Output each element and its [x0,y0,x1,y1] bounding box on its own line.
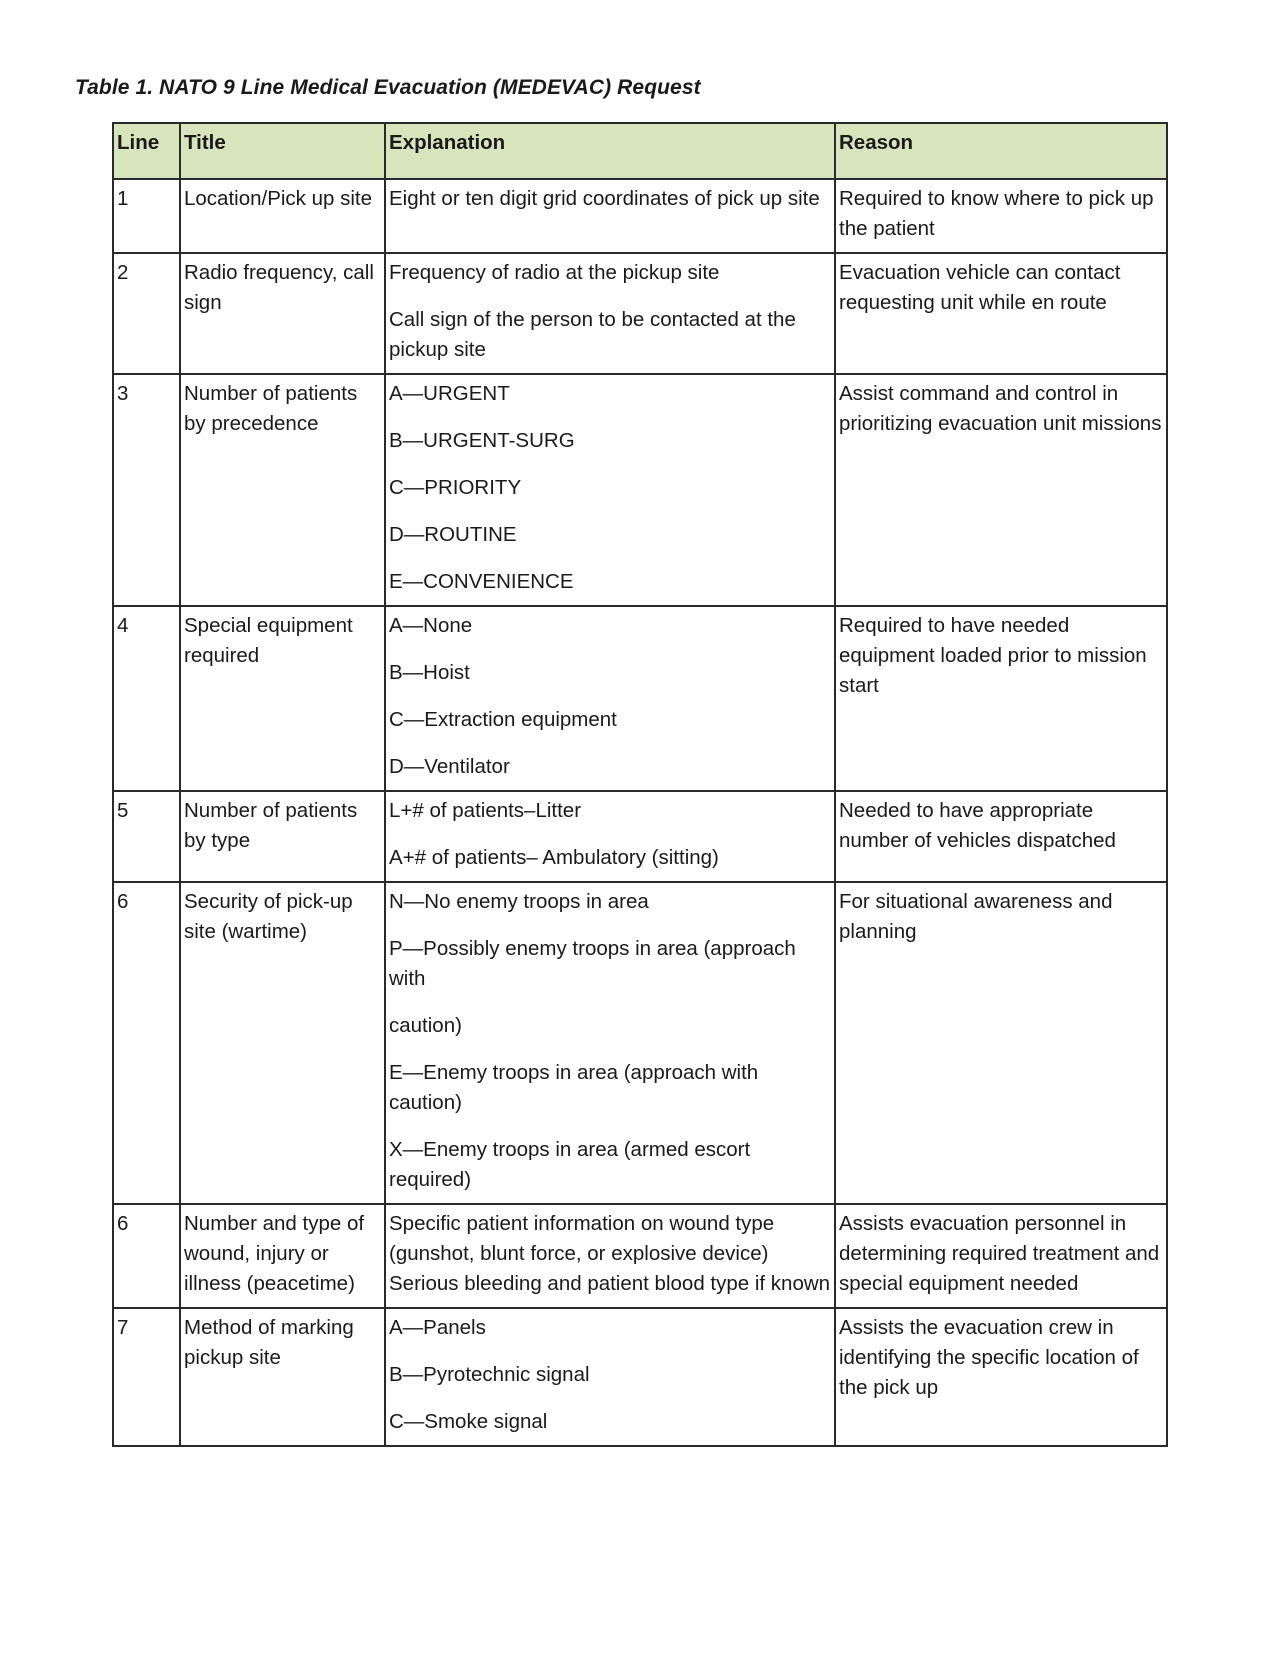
header-reason: Reason [835,123,1167,179]
cell-line: 6 [113,1204,180,1308]
cell-explanation [385,179,835,253]
explanation-item: D—ROUTINE [389,523,517,546]
cell-title: Number of patients by precedence [180,374,385,606]
cell-explanation [385,1308,835,1446]
cell-reason: Assists the evacuation crew in identifying the specific location of the pick up [835,1308,1167,1446]
explanation-item: Specific patient information on wound type (gunshot, blunt force, or explosive device) Serious bleeding and patient blood type if known [389,1212,831,1295]
cell-title: Method of marking pickup site [180,1308,385,1446]
table-row [113,179,1167,253]
cell-line: 6 [113,882,180,1204]
table-row [113,882,1167,1204]
cell-reason: Assist command and control in prioritizing evacuation unit missions [835,374,1167,606]
cell-explanation [385,374,835,606]
cell-line: 5 [113,791,180,882]
explanation-item: B—Pyrotechnic signal [389,1363,590,1386]
table-row [113,791,1167,882]
cell-explanation [385,882,835,1204]
explanation-item: C—Extraction equipment [389,708,617,731]
cell-line: 3 [113,374,180,606]
cell-reason: Required to know where to pick up the patient [835,179,1167,253]
explanation-item: B—URGENT-SURG [389,429,575,452]
explanation-item: L+# of patients–Litter [389,799,582,822]
header-title: Title [180,123,385,179]
explanation-item: P—Possibly enemy troops in area (approach with [389,937,796,990]
table-row [113,253,1167,374]
explanation-item: A+# of patients– Ambulatory (sitting) [389,846,719,869]
medevac-table [112,122,1168,1447]
cell-title: Radio frequency, call sign [180,253,385,374]
explanation-item: Frequency of radio at the pickup site [389,261,720,284]
explanation-item: X—Enemy troops in area (armed escort required) [389,1138,751,1191]
cell-reason: Required to have needed equipment loaded prior to mission start [835,606,1167,791]
table-row [113,606,1167,791]
cell-reason: Evacuation vehicle can contact requesting unit while en route [835,253,1167,374]
explanation-item: E—Enemy troops in area (approach with caution) [389,1061,759,1114]
explanation-item: E—CONVENIENCE [389,570,574,593]
explanation-item: D—Ventilator [389,755,510,778]
cell-title: Location/Pick up site [180,179,385,253]
cell-reason: Needed to have appropriate number of vehicles dispatched [835,791,1167,882]
explanation-item: Call sign of the person to be contacted at the pickup site [389,308,796,361]
explanation-item: C—PRIORITY [389,476,522,499]
cell-line: 2 [113,253,180,374]
cell-title: Number and type of wound, injury or illness (peacetime) [180,1204,385,1308]
cell-line: 4 [113,606,180,791]
explanation-item: C—Smoke signal [389,1410,548,1433]
cell-reason: Assists evacuation personnel in determining required treatment and special equipment needed [835,1204,1167,1308]
cell-explanation [385,791,835,882]
table-caption: Table 1. NATO 9 Line Medical Evacuation (MEDEVAC) Request [75,76,701,99]
explanation-item: Eight or ten digit grid coordinates of pick up site [389,187,820,210]
explanation-item: A—None [389,614,473,637]
cell-line: 7 [113,1308,180,1446]
explanation-item: A—URGENT [389,382,510,405]
table-header-row [113,123,1167,179]
cell-title: Security of pick-up site (wartime) [180,882,385,1204]
cell-reason: For situational awareness and planning [835,882,1167,1204]
header-explanation: Explanation [385,123,835,179]
explanation-item: caution) [389,1014,462,1037]
cell-explanation [385,606,835,791]
cell-explanation [385,1204,835,1308]
cell-explanation [385,253,835,374]
table-row [113,1204,1167,1308]
table-row [113,1308,1167,1446]
explanation-item: N—No enemy troops in area [389,890,649,913]
cell-line: 1 [113,179,180,253]
explanation-item: A—Panels [389,1316,486,1339]
cell-title: Special equipment required [180,606,385,791]
header-line: Line [113,123,180,179]
table-row [113,374,1167,606]
explanation-item: B—Hoist [389,661,470,684]
cell-title: Number of patients by type [180,791,385,882]
